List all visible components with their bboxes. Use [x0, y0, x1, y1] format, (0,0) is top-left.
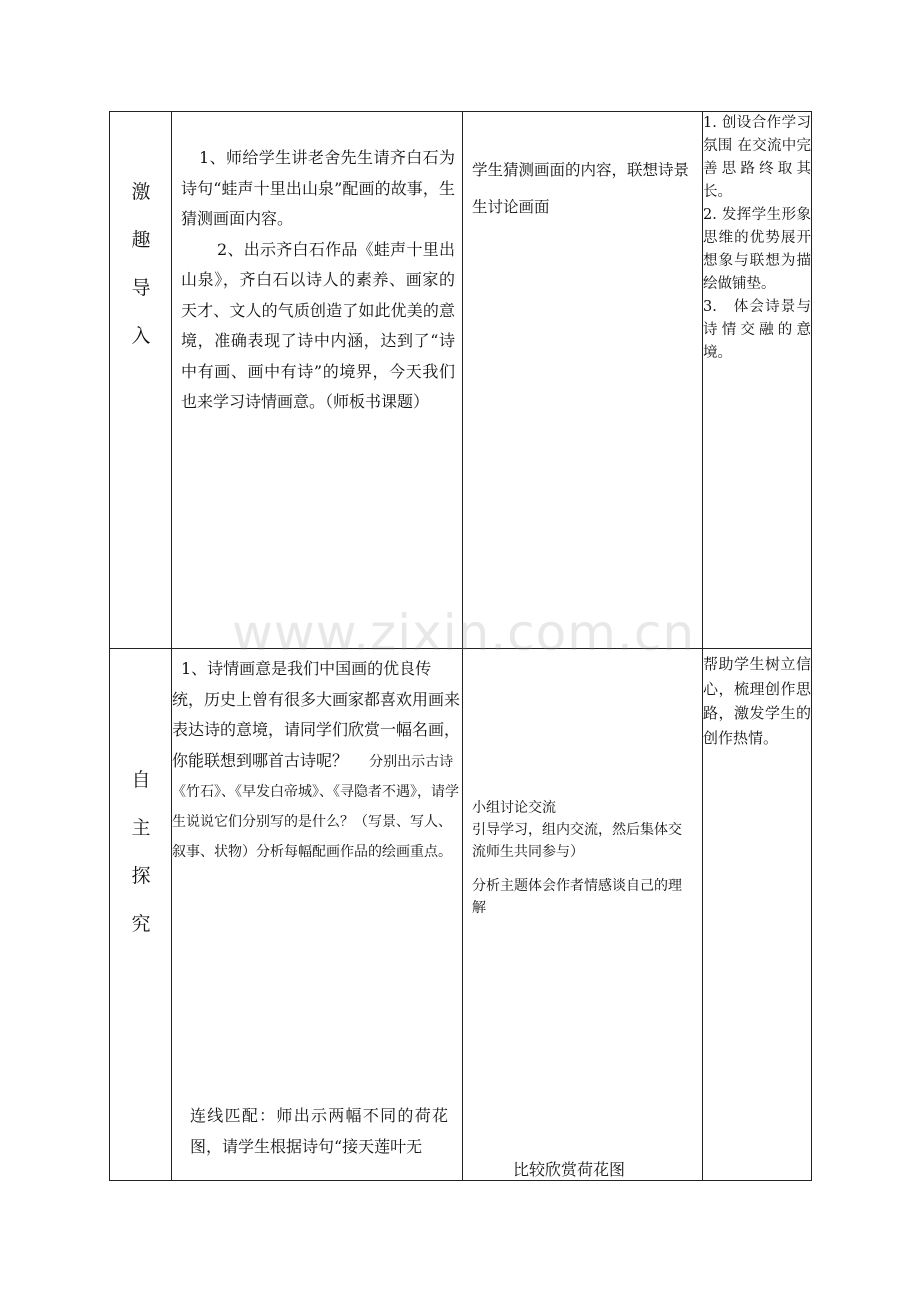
stage-label: [110, 649, 172, 948]
stage-char: 主: [131, 817, 151, 839]
stage-char: 入: [131, 325, 151, 347]
teacher-paragraph: 2、出示齐白石作品《蛙声十里出山泉》，齐白石以诗人的素养、画家的天才、文人的气质创造了如此优美的意境，准确表现了诗中内涵，达到了“诗中有画、画中有诗”的境界，今天我们也来学习诗情画意。（师板书课题）: [181, 239, 455, 411]
intent-paragraph: 帮助学生树立信心，梳理创作思路，激发学生的创作热情。: [703, 655, 811, 747]
student-paragraph: 引导学习，组内交流，然后集体交流师生共同参与）: [472, 822, 682, 860]
teacher-paragraph: 分别出示古诗《竹石》、《早发白帝城》、《寻隐者不遇》，请学生说说它们分别写的是什么？（写景、写人、叙事、状物）分析每幅配画作品的绘画重点。: [172, 753, 459, 860]
stage-label: [110, 112, 172, 360]
student-paragraph: 小组讨论交流: [472, 800, 556, 816]
lesson-plan-table: [109, 111, 812, 1181]
teacher-paragraph: 连线匹配：师出示两幅不同的荷花图，请学生根据诗句“接天莲叶无: [190, 1106, 448, 1156]
stage-char: 自: [131, 769, 151, 791]
student-paragraph: 生讨论画面: [472, 198, 550, 216]
stage-cell: [110, 112, 172, 649]
stage-char: 导: [131, 277, 151, 299]
student-paragraph: 分析主题体会作者情感谈自己的理解: [472, 878, 682, 916]
teacher-paragraph: 1、诗情画意是我们中国画的优良传统，历史上曾有很多大画家都喜欢用画来表达诗的意境，请同学们欣赏一幅名画，你能联想到哪首古诗呢？: [172, 659, 461, 770]
student-activity-cell: [463, 112, 703, 649]
stage-cell: [110, 649, 172, 1181]
teacher-activity-cell: [172, 112, 463, 649]
intent-paragraph: 3. 体会诗景与诗情交融的意境。: [703, 299, 811, 361]
intent-paragraph: 2. 发挥学生形象思维的优势展开想象与联想为描绘做铺垫。: [703, 207, 811, 292]
student-activity-cell: [463, 649, 703, 1181]
teacher-activity-cell: [172, 649, 463, 1181]
stage-char: 趣: [131, 229, 151, 251]
stage-char: 究: [131, 913, 151, 935]
student-paragraph: 比较欣赏荷花图: [513, 1160, 626, 1179]
table-row: [110, 112, 812, 649]
stage-char: 激: [131, 181, 151, 203]
table-row: [110, 649, 812, 1181]
intent-paragraph: 1. 创设合作学习氛围 在交流中完善思路终取其长。: [703, 115, 811, 200]
design-intent-cell: [703, 112, 812, 649]
design-intent-cell: [703, 649, 812, 1181]
watermark: www.zixin.com.cn: [232, 604, 696, 662]
student-paragraph: 学生猜测画面的内容，联想诗景: [472, 161, 690, 179]
stage-char: 探: [131, 865, 151, 887]
teacher-paragraph: 1、师给学生讲老舍先生请齐白石为诗句“蛙声十里出山泉”配画的故事，生猜测画面内容。: [181, 148, 455, 228]
